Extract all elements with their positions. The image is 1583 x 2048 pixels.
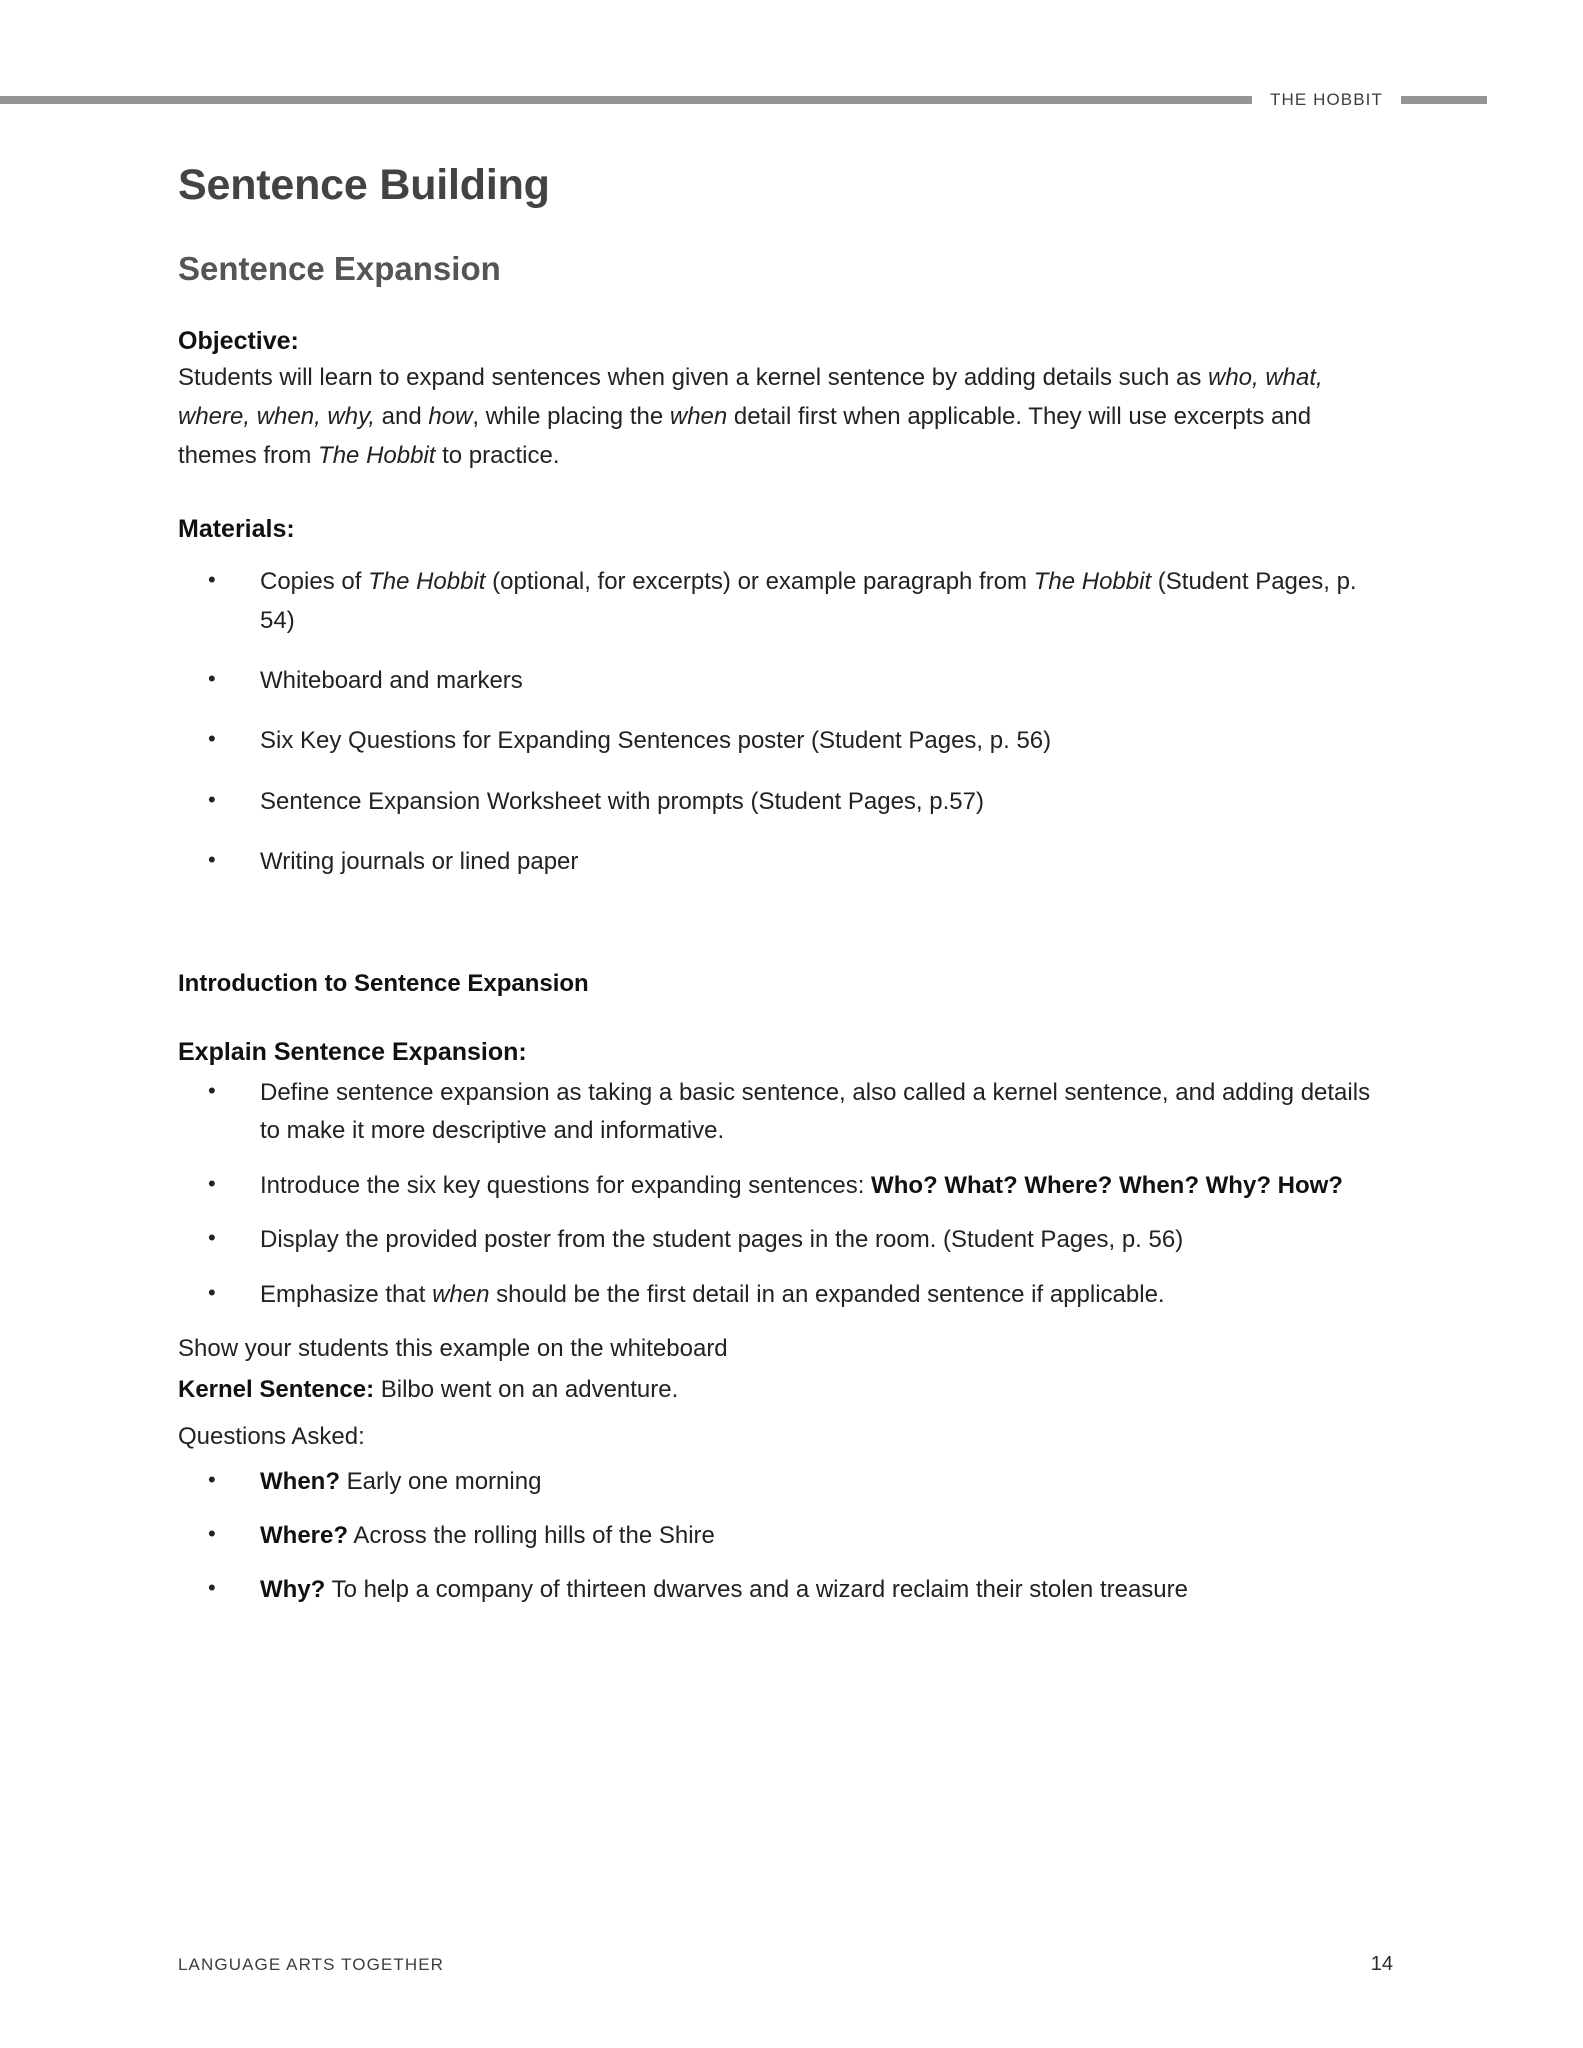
question-word-where: Where? [260, 1522, 349, 1550]
questions-asked-list [178, 1463, 1393, 1610]
objective-text-5: to practice. [435, 442, 560, 470]
list-item [178, 1221, 1393, 1259]
objective-text-1: Students will learn to expand sentences when given a kernel sentence by adding details such as [178, 364, 1208, 392]
whiteboard-instruction: Show your students this example on the whiteboard [178, 1335, 728, 1363]
running-footer [178, 1953, 1393, 1976]
explain-bullet-list [178, 1074, 1393, 1314]
list-item [178, 662, 1393, 700]
question-word-why: Why? [260, 1576, 326, 1604]
objective-italic-how: how [428, 403, 473, 431]
page-content [178, 160, 1393, 1626]
material-text-post: (Student Pages, p. 54) [260, 568, 1357, 634]
objective-italic-book: The Hobbit [318, 442, 436, 470]
list-item [178, 1517, 1393, 1555]
header-rule-long [0, 96, 1252, 104]
objective-italic-list: who, what, where, when, why, [178, 364, 1323, 431]
kernel-sentence-line [178, 1371, 1393, 1410]
objective-italic-when: when [669, 403, 728, 431]
kernel-sentence-text: Bilbo went on an adventure. [374, 1375, 679, 1403]
objective-label: Objective: [178, 327, 299, 356]
page-title: Sentence Building [178, 161, 550, 209]
explain-text: Display the provided poster from the student pages in the room. (Student Pages, p. 56) [260, 1226, 1184, 1254]
section-spacer [178, 904, 1393, 968]
six-key-questions-bold: Who? What? Where? When? Why? How? [871, 1171, 1343, 1199]
list-item [178, 563, 1393, 640]
question-answer: To help a company of thirteen dwarves and a wizard reclaim their stolen treasure [325, 1576, 1188, 1604]
list-item [178, 1463, 1393, 1501]
explain-text-post: should be the first detail in an expanded sentence if applicable. [489, 1280, 1165, 1308]
header-rule-short [1401, 96, 1487, 104]
objective-paragraph [178, 359, 1393, 476]
objective-text-2: and [374, 403, 429, 431]
page-subtitle: Sentence Expansion [178, 249, 501, 287]
material-text-pre: Copies of [260, 568, 369, 596]
running-header-label: THE HOBBIT [1269, 90, 1383, 109]
question-word-when: When? [260, 1467, 340, 1495]
material-text: Whiteboard and markers [260, 667, 523, 695]
list-item [178, 783, 1393, 821]
material-text-mid: (optional, for excerpts) or example paragraph from [485, 568, 1034, 596]
explain-text: Define sentence expansion as taking a basic sentence, also called a kernel sentence, and adding details to make it more descriptive and informative. [260, 1079, 1371, 1145]
objective-text-4: detail first when applicable. They will use excerpts and themes from [178, 403, 1312, 470]
question-answer: Across the rolling hills of the Shire [348, 1522, 715, 1550]
list-item [178, 1167, 1393, 1205]
material-italic-2: The Hobbit [1033, 568, 1152, 596]
material-italic-1: The Hobbit [368, 568, 486, 596]
explain-text: Emphasize that [260, 1280, 433, 1308]
material-text: Sentence Expansion Worksheet with prompts (Student Pages, p.57) [260, 787, 984, 815]
explain-text: Introduce the six key questions for expanding sentences: [260, 1171, 872, 1199]
running-header [0, 88, 1583, 112]
materials-label: Materials: [178, 515, 295, 544]
page-number: 14 [1370, 1953, 1393, 1975]
materials-list [178, 563, 1393, 881]
question-answer: Early one morning [339, 1467, 542, 1495]
list-item [178, 1074, 1393, 1151]
explain-italic-when: when [432, 1280, 490, 1308]
material-text: Writing journals or lined paper [260, 848, 579, 876]
list-item [178, 1571, 1393, 1609]
objective-text-3: , while placing the [472, 403, 670, 431]
running-footer-label: LANGUAGE ARTS TOGETHER [178, 1955, 445, 1974]
list-item [178, 843, 1393, 881]
explain-sentence-expansion-label: Explain Sentence Expansion: [178, 1037, 527, 1066]
list-item [178, 722, 1393, 760]
questions-asked-label: Questions Asked: [178, 1422, 365, 1450]
kernel-sentence-label: Kernel Sentence: [178, 1375, 375, 1403]
introduction-heading: Introduction to Sentence Expansion [178, 969, 589, 997]
material-text: Six Key Questions for Expanding Sentences poster (Student Pages, p. 56) [260, 727, 1052, 755]
list-item [178, 1276, 1393, 1314]
